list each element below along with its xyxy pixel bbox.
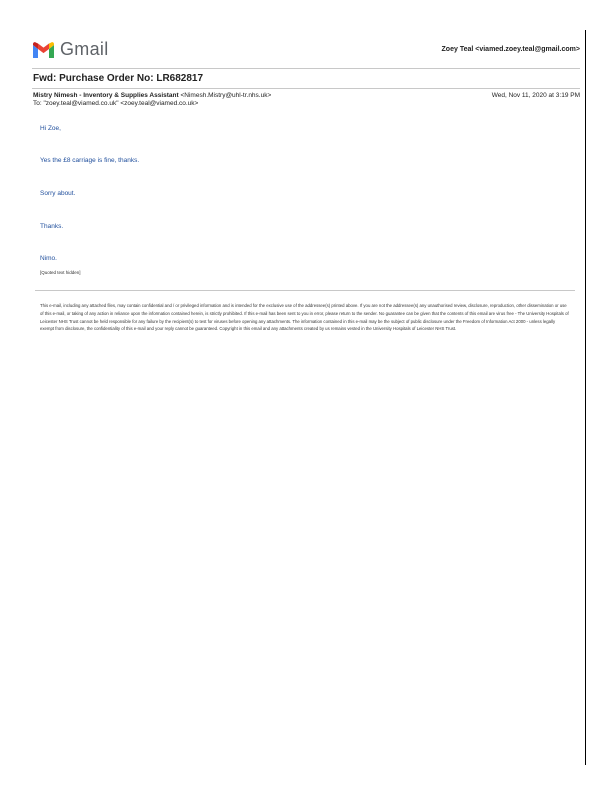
body-line-1: Yes the £8 carriage is fine, thanks. xyxy=(40,157,140,164)
sender-line xyxy=(33,92,271,99)
body-line-3: Thanks. xyxy=(40,223,64,230)
email-subject: Fwd: Purchase Order No: LR682817 xyxy=(33,73,204,84)
sender-name: Mistry Nimesh - Inventory & Supplies Assistant xyxy=(33,92,179,99)
quoted-text-toggle[interactable]: [Quoted text hidden] xyxy=(40,270,81,275)
recipient-line: To: "zoey.teal@viamed.co.uk" <zoey.teal@viamed.co.uk> xyxy=(33,100,199,107)
account-label: Zoey Teal <viamed.zoey.teal@gmail.com> xyxy=(441,46,580,53)
sender-email: <Nimesh.Mistry@uhl-tr.nhs.uk> xyxy=(180,92,272,99)
body-signature: Nimo. xyxy=(40,255,57,262)
gmail-wordmark: Gmail xyxy=(60,39,109,59)
subject-divider xyxy=(32,88,580,89)
header-divider xyxy=(32,68,580,69)
body-greeting: Hi Zoe, xyxy=(40,125,61,132)
page-edge-line xyxy=(585,30,586,765)
gmail-m-icon xyxy=(33,42,54,58)
disclaimer-divider xyxy=(35,290,575,291)
body-line-2: Sorry about. xyxy=(40,190,76,197)
email-date: Wed, Nov 11, 2020 at 3:19 PM xyxy=(491,92,580,99)
gmail-logo[interactable] xyxy=(33,39,109,60)
email-disclaimer: This e-mail, including any attached files, may contain confidential and / or privileged information and is intended for the exclusive use of the addressee(s) printed above. If you are not the addressee(s) any unauthorised review, disclosure, reproduction, other dissemination or use of this e-mail, or taking of any action in reliance upon the information contained herein, is strictly prohibited. If this e-mail has been sent to you in error, please return to the sender. No guarantee can be given that the contents of this email are virus free - The University Hospitals of Leicester NHS Trust cannot be held responsible for any failure by the recipient(s) to test for viruses before opening any attachments. The information contained in this e-mail may be the subject of public disclosure under the Freedom of Information Act 2000 - unless legally exempt from disclosure, the confidentiality of this e-mail and your reply cannot be guaranteed. Copyright in this email and any attachments created by us remains vested in the University Hospitals of Leicester NHS Trust. xyxy=(40,303,569,332)
